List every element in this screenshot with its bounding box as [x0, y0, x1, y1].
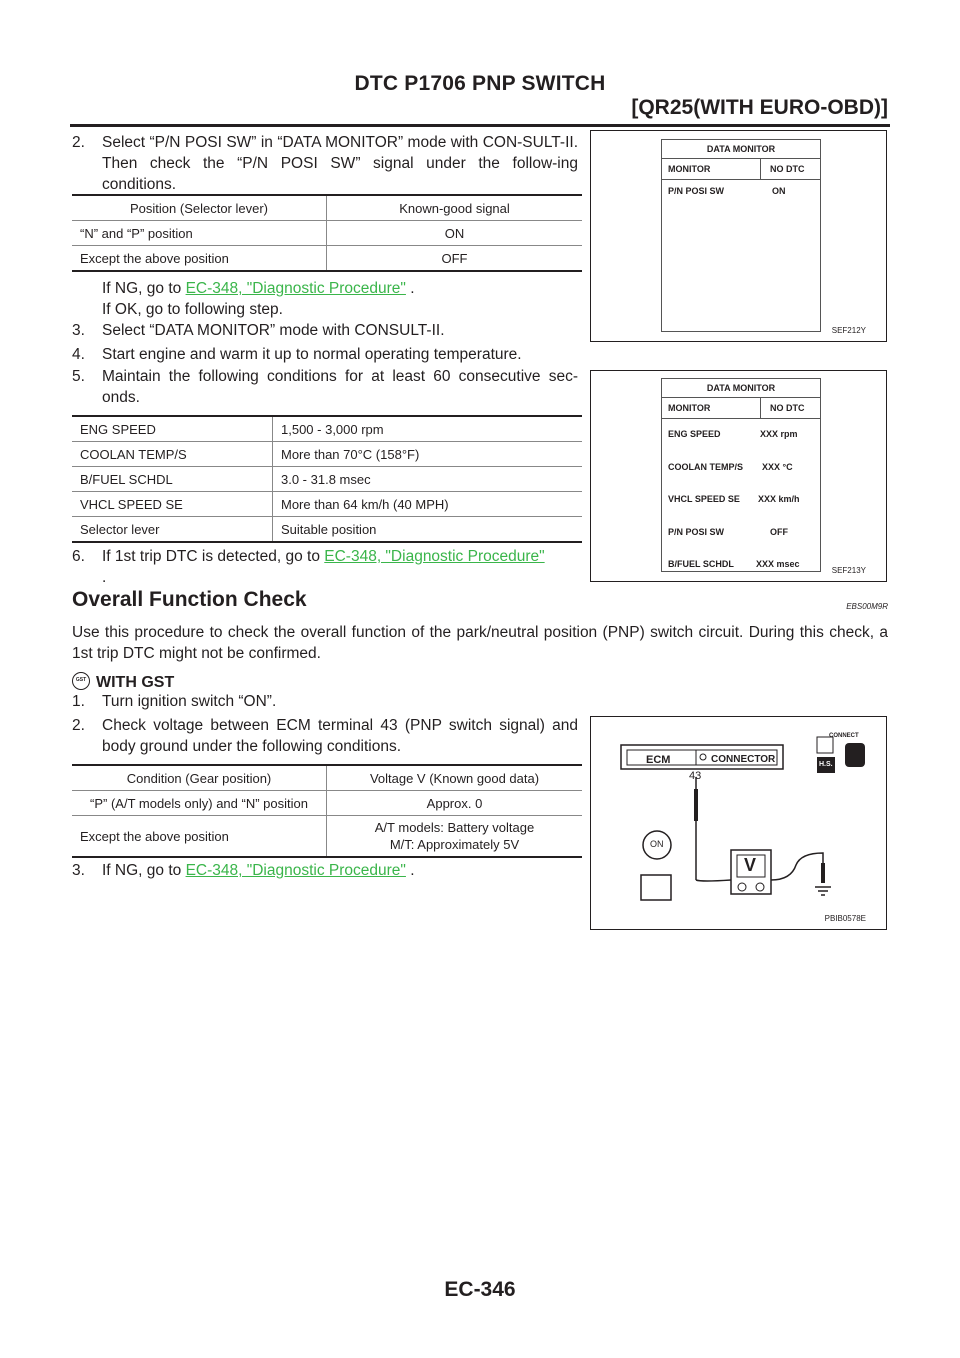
table-row: VHCL SPEED SE More than 64 km/h (40 MPH) [72, 492, 582, 517]
driving-conditions-table [72, 415, 582, 543]
page-subtitle: [QR25(WITH EURO-OBD)] [631, 96, 888, 119]
gst-step-3: 3. If NG, go to EC-348, "Diagnostic Procedure" . [72, 862, 415, 879]
step-3: 3. Select “DATA MONITOR” mode with CONSULT-II. [72, 322, 445, 339]
ecm-label: ECM [646, 754, 671, 766]
diagnostic-procedure-link[interactable]: EC-348, "Diagnostic Procedure" [324, 548, 545, 565]
gst-icon: GST [72, 672, 90, 690]
step-4: 4. Start engine and warm it up to normal operating temperature. [72, 346, 522, 363]
ng-line: If NG, go to EC-348, "Diagnostic Procedure" . [102, 280, 415, 297]
table-header-cell: Position (Selector lever) [72, 195, 327, 221]
page-title: DTC P1706 PNP SWITCH [354, 72, 606, 95]
gst-step-1: 1. Turn ignition switch “ON”. [72, 693, 277, 710]
table-row: ENG SPEED 1,500 - 3,000 rpm [72, 416, 582, 442]
ignition-on-label: ON [650, 839, 664, 849]
circuit-diagram [591, 717, 886, 929]
step-text: Select “P/N POSI SW” in “DATA MONITOR” mode with CON-SULT-II. Then check the “P/N POSI SW” signal under the follow-ing conditions. [102, 134, 578, 193]
table-header-cell: Known-good signal [327, 195, 583, 221]
table-row: “P” (A/T models only) and “N” position Approx. 0 [72, 791, 582, 816]
monitor-screen: DATA MONITOR MONITOR NO DTC ENG SPEED XXX rpm COOLAN TEMP/S XXX °C VHCL SPEED SE XXX km/h P/N POSI SW OFF B/FUEL SCHDL XXX msec [661, 378, 821, 572]
table-cell: OFF [327, 246, 583, 272]
voltage-table [72, 764, 582, 858]
table-row: Except the above position A/T models: Battery voltage M/T: Approximately 5V [72, 816, 582, 858]
step-5: 5. Maintain the following conditions for at least 60 consecutive sec-onds. [72, 368, 578, 406]
figure-label: PBIB0578E [824, 914, 866, 923]
connector-label: CONNECTOR [711, 754, 776, 765]
figure-data-monitor-1 [590, 130, 887, 342]
section-code: EBS00M9R [846, 602, 888, 611]
table-row [72, 221, 582, 246]
with-gst-heading: GST WITH GST [72, 672, 174, 692]
table-row: COOLAN TEMP/S More than 70°C (158°F) [72, 442, 582, 467]
table-cell: “N” and “P” position [72, 221, 327, 246]
diagnostic-procedure-link[interactable]: EC-348, "Diagnostic Procedure" [185, 280, 406, 297]
terminal-number: 43 [689, 770, 702, 782]
step-6: 6. If 1st trip DTC is detected, go to EC-348, "Diagnostic Procedure" . [72, 548, 545, 586]
diagnostic-procedure-link[interactable]: EC-348, "Diagnostic Procedure" [185, 862, 406, 879]
table-row: Selector lever Suitable position [72, 517, 582, 543]
header-rule [70, 124, 890, 127]
step-number: 2. [72, 134, 85, 151]
position-signal-table [72, 194, 582, 272]
table-header-row: Condition (Gear position) Voltage V (Known good data) [72, 765, 582, 791]
table-cell: ON [327, 221, 583, 246]
table-row: B/FUEL SCHDL 3.0 - 31.8 msec [72, 467, 582, 492]
page-number: EC-346 [444, 1278, 516, 1301]
step-2 [72, 132, 578, 195]
table-cell: Except the above position [72, 246, 327, 272]
ok-line: If OK, go to following step. [102, 301, 283, 318]
table-header-row [72, 195, 582, 221]
section-title: Overall Function Check [72, 588, 307, 611]
hs-label: H.S. [819, 761, 833, 768]
figure-data-monitor-2 [590, 370, 887, 582]
monitor-screen: DATA MONITOR MONITOR NO DTC P/N POSI SW ON [661, 139, 821, 332]
intro-paragraph: Use this procedure to check the overall function of the park/neutral position (PNP) switch circuit. During this check, a 1st trip DTC might not be confirmed. [72, 624, 888, 662]
gst-step-2: 2. Check voltage between ECM terminal 43 (PNP switch signal) and body ground under the following conditions. [72, 717, 578, 755]
figure-voltage-check [590, 716, 887, 930]
figure-label: SEF212Y [831, 326, 866, 335]
figure-label: SEF213Y [831, 566, 866, 575]
voltmeter-label: V [744, 855, 757, 875]
table-row [72, 246, 582, 272]
connect-label: CONNECT [829, 733, 859, 739]
